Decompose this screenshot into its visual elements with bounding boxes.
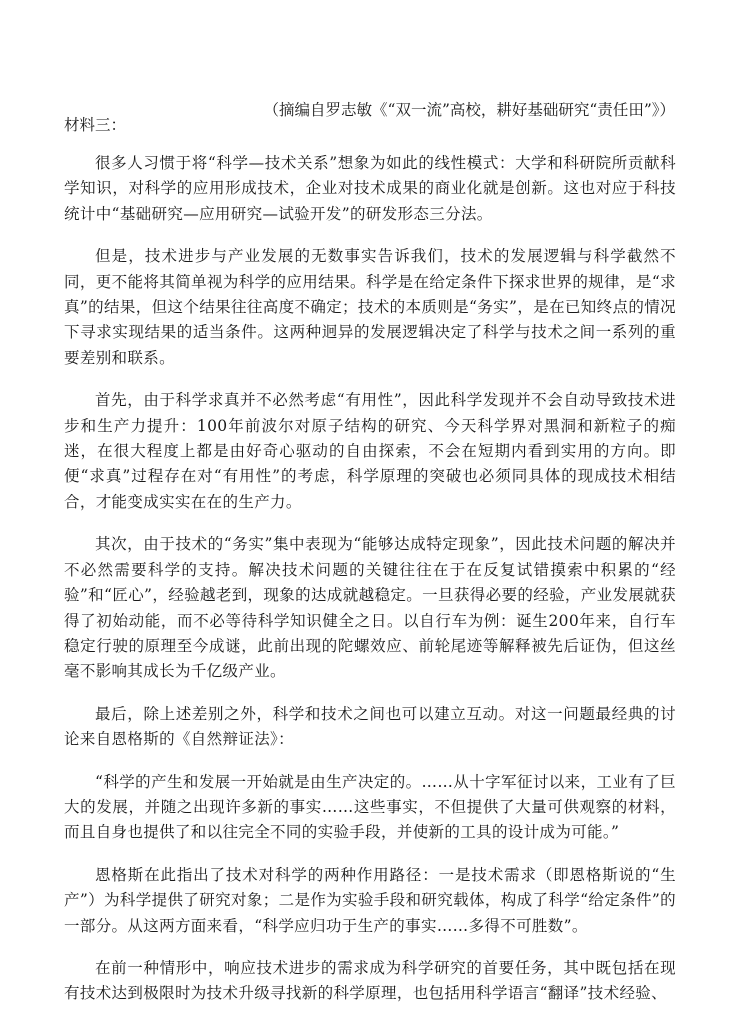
- paragraph-interaction: 最后，除上述差别之外，科学和技术之间也可以建立互动。对这一问题最经典的讨论来自恩格斯的《自然辩证法》：: [64, 704, 676, 749]
- paragraph-linear-model: 很多人习惯于将“科学—技术关系”想象为如此的线性模式：大学和科研院所贡献科学知识，对科学的应用形成技术，企业对技术成果的商业化就是创新。这也对应于科技统计中“基础研究—应用研究—试验开发”的研发形态三分法。: [64, 154, 676, 223]
- paragraph-tech-logic: 但是，技术进步与产业发展的无数事实告诉我们，技术的发展逻辑与科学截然不同，更不能将其简单视为科学的应用结果。科学是在给定条件下探求世界的规律，是“求真”的结果，但这个结果往往高度不确定；技术的本质则是“务实”，是在已知终点的情况下寻求实现结果的适当条件。这两种迥异的发展逻辑决定了科学与技术之间一系列的重要差别和联系。: [64, 247, 676, 367]
- body-text: [64, 151, 676, 1024]
- paragraph-first-difference: 首先，由于科学求真并不必然考虑“有用性”，因此科学发现并不会自动导致技术进步和生产力提升：100年前波尔对原子结构的研究、今天科学界对黑洞和新粒子的痴迷，在很大程度上都是由好奇心驱动的自由探索，不会在短期内看到实用的方向。即便“求真”过程存在对“有用性”的考虑，科学原理的突破也必须同具体的现成技术相结合，才能变成实实在在的生产力。: [64, 391, 676, 511]
- paragraph-first-case: 在前一种情形中，响应技术进步的需求成为科学研究的首要任务，其中既包括在现有技术达到极限时为技术升级寻找新的科学原理，也包括用科学语言“翻译”技术经验、: [64, 958, 676, 1003]
- source-citation: （摘编自罗志敏《“双一流”高校，耕好基础研究“责任田”》）: [263, 101, 675, 119]
- paragraph-second-difference: 其次，由于技术的“务实”集中表现为“能够达成特定现象”，因此技术问题的解决并不必然需要科学的支持。解决技术问题的关键往往在于在反复试错摸索中积累的“经验”和“匠心”，经验越老到，现象的达成就越稳定。一旦获得必要的经验，产业发展就获得了初始动能，而不必等待科学知识健全之日。以自行车为例：诞生200年来，自行车稳定行驶的原理至今成谜，此前出现的陀螺效应、前轮尾迹等解释被先后证伪，但这丝毫不影响其成长为千亿级产业。: [64, 535, 676, 681]
- paragraph-engels-quote: “科学的产生和发展一开始就是由生产决定的。……从十字军征讨以来，工业有了巨大的发展，并随之出现许多新的事实……这些事实，不但提供了大量可供观察的材料，而且自身也提供了和以往完全不同的实验手段，并使新的工具的设计成为可能。”: [64, 772, 676, 842]
- section-title: 材料三：: [64, 116, 127, 134]
- paragraph-two-paths: 恩格斯在此指出了技术对科学的两种作用路径：一是技术需求（即恩格斯说的“生产”）为科学提供了研究对象；二是作为实验手段和研究载体，构成了科学“给定条件”的一部分。从这两方面来看，“科学应归功于生产的事实……多得不可胜数”。: [64, 865, 676, 935]
